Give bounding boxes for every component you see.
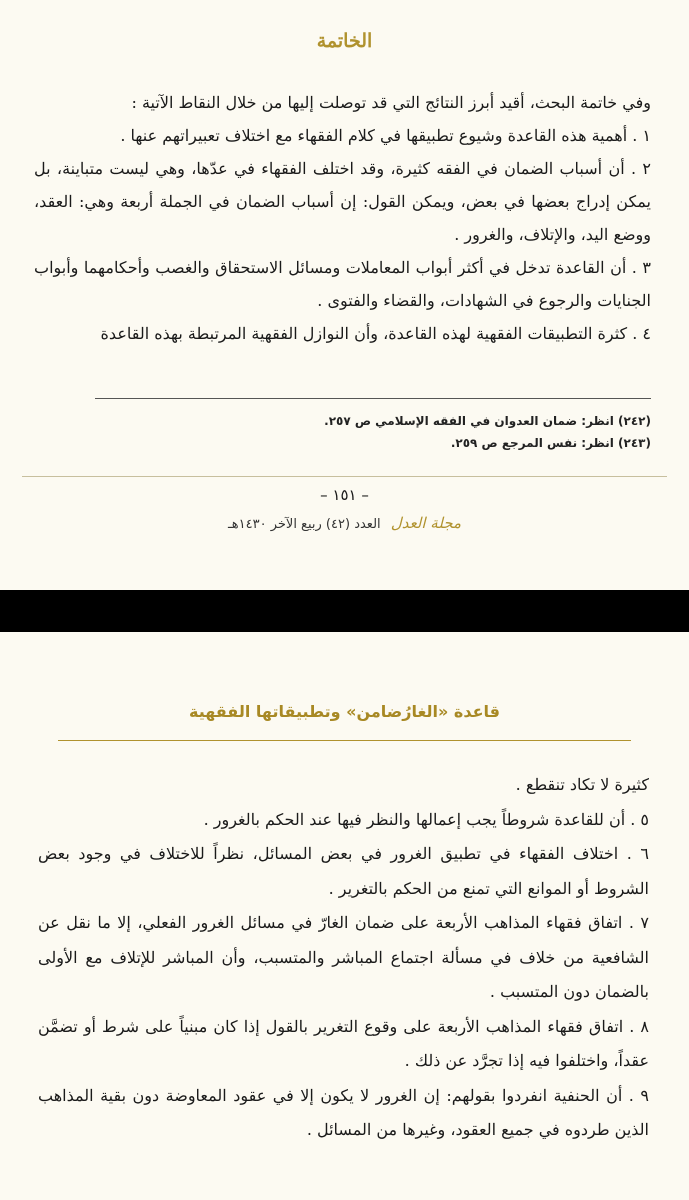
page-number: – ١٥١ –	[320, 486, 369, 504]
bottom-page	[0, 632, 689, 1200]
point-2: ٢ . أن أسباب الضمان في الفقه كثيرة، وقد اختلف الفقهاء في عدّها، وهي ليست متباينة، بل يمكن إدراج بعضها في بعض، ويمكن القول: إن أسباب الضمان في الجملة أربعة وهي: العقد، ووضع اليد، والإتلاف، والغرور .	[34, 159, 651, 244]
intro-paragraph: وفي خاتمة البحث، أقيد أبرز النتائج التي قد توصلت إليها من خلال النقاط الآتية :	[131, 93, 651, 112]
footnote-242: (٢٤٢) انظر: ضمان العدوان في الفقه الإسلامي ص ٢٥٧.	[324, 414, 651, 428]
footer-divider	[22, 476, 667, 477]
running-header: قاعدة «الغارُضامن» وتطبيقاتها الفقهية	[188, 702, 501, 721]
point-7: ٧ . اتفاق فقهاء المذاهب الأربعة على ضمان الغارّ في مسائل الغرور الفعلي، إلا ما نقل عن الشافعية من خلاف في مسألة اجتماع المباشر والمتسبب، وأن المباشر للإتلاف مع الأولى بالضمان دون المتسبب .	[38, 913, 649, 1001]
journal-logo: مجلة العدل	[390, 514, 462, 532]
continuation-line: كثيرة لا تكاد تنقطع .	[515, 775, 649, 794]
issue-text: العدد (٤٢) ربيع الآخر ١٤٣٠هـ	[227, 517, 381, 532]
point-4: ٤ . كثرة التطبيقات الفقهية لهذه القاعدة، وأن النوازل الفقهية المرتبطة بهذه القاعدة	[100, 324, 651, 343]
top-page	[0, 0, 689, 590]
footnote-divider	[95, 398, 651, 399]
point-3: ٣ . أن القاعدة تدخل في أكثر أبواب المعاملات ومسائل الاستحقاق والغصب وأحكامهما وأبواب الجنايات والرجوع في الشهادات، والقضاء والفتوى .	[34, 258, 651, 310]
footnote-243: (٢٤٣) انظر: نفس المرجع ص ٢٥٩.	[450, 436, 651, 450]
point-6: ٦ . اختلاف الفقهاء في تطبيق الغرور في بعض المسائل، نظراً للاختلاف في وجود بعض الشروط أو الموانع التي تمنع من الحكم بالتغرير .	[38, 844, 649, 898]
point-8: ٨ . اتفاق فقهاء المذاهب الأربعة على وقوع التغرير بالقول إذا كان مبنياً على شرط أو تضمَّن عقداً، واختلفوا فيه إذا تجرَّد عن ذلك .	[38, 1016, 649, 1070]
issue-info	[0, 514, 689, 532]
point-5: ٥ . أن للقاعدة شروطاً يجب إعمالها والنظر فيها عند الحكم بالغرور .	[203, 809, 649, 829]
point-1: ١ . أهمية هذه القاعدة وشيوع تطبيقها في كلام الفقهاء مع اختلاف تعبيراتهم عنها .	[120, 126, 651, 145]
point-9: ٩ . أن الحنفية انفردوا بقولهم: إن الغرور لا يكون إلا في عقود المعاوضة دون بقية المذاهب الذين طردوه في جميع العقود، وغيرها من المسائل .	[38, 1085, 649, 1139]
page-header-title: الخاتمة	[316, 30, 373, 52]
footnotes	[120, 410, 651, 454]
conclusion-body	[34, 86, 651, 350]
conclusion-continued	[38, 768, 649, 1148]
header-divider	[58, 740, 631, 741]
